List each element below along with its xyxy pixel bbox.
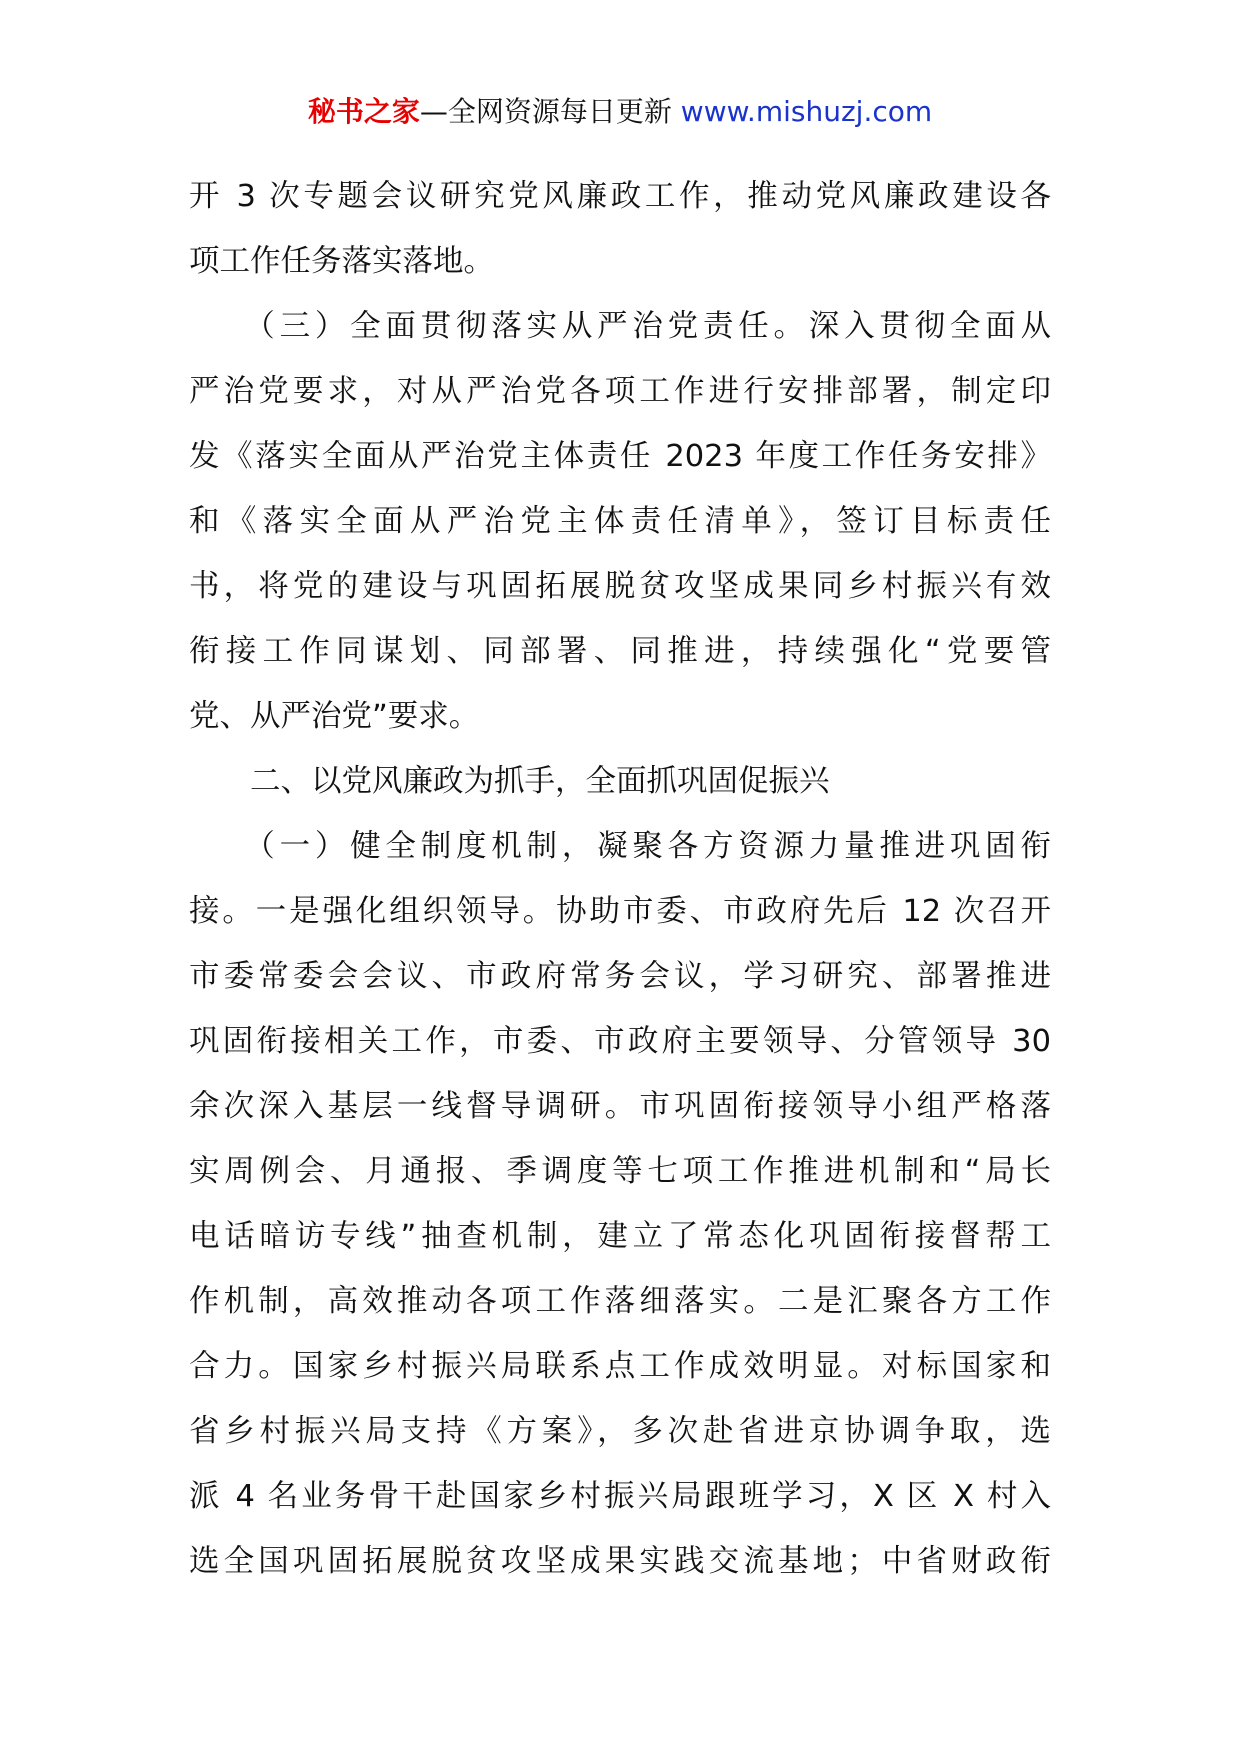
text-line: 电话暗访专线”抽查机制，建立了常态化巩固衔接督帮工 [189, 1219, 1051, 1254]
text-line: 省乡村振兴局支持《方案》，多次赴省进京协调争取，选 [189, 1414, 1051, 1449]
text-line: 项工作任务落实落地。 [189, 244, 494, 279]
text-line: 接。一是强化组织领导。协助市委、市政府先后 12 次召开 [189, 894, 1051, 929]
text-line: 市委常委会会议、市政府常务会议，学习研究、部署推进 [189, 959, 1051, 994]
text-line: 巩固衔接相关工作，市委、市政府主要领导、分管领导 30 [189, 1024, 1051, 1059]
section-heading: 二、以党风廉政为抓手，全面抓巩固促振兴 [189, 764, 830, 799]
text-line: 余次深入基层一线督导调研。市巩固衔接领导小组严格落 [189, 1089, 1051, 1124]
text-line: 和《落实全面从严治党主体责任清单》，签订目标责任 [189, 504, 1051, 539]
text-line: 选全国巩固拓展脱贫攻坚成果实践交流基地；中省财政衔 [189, 1544, 1051, 1579]
page-header [0, 92, 1240, 132]
text-line: 书，将党的建设与巩固拓展脱贫攻坚成果同乡村振兴有效 [189, 569, 1051, 604]
text-line: 党、从严治党”要求。 [189, 699, 480, 734]
text-line: 实周例会、月通报、季调度等七项工作推进机制和“局长 [189, 1154, 1051, 1189]
text-line: 合力。国家乡村振兴局联系点工作成效明显。对标国家和 [189, 1349, 1051, 1384]
site-url[interactable]: www.mishuzj.com [680, 95, 933, 128]
text-line: 开 3 次专题会议研究党风廉政工作，推动党风廉政建设各 [189, 179, 1051, 214]
text-line: （三）全面贯彻落实从严治党责任。深入贯彻全面从 [189, 309, 1051, 344]
text-line: 发《落实全面从严治党主体责任 2023 年度工作任务安排》 [189, 439, 1051, 474]
text-line: （一）健全制度机制，凝聚各方资源力量推进巩固衔 [189, 829, 1051, 864]
site-slogan: —全网资源每日更新 [419, 95, 672, 128]
text-line: 严治党要求，对从严治党各项工作进行安排部署，制定印 [189, 374, 1051, 409]
text-line: 衔接工作同谋划、同部署、同推进，持续强化“党要管 [189, 634, 1051, 669]
text-line: 作机制，高效推动各项工作落细落实。二是汇聚各方工作 [189, 1284, 1051, 1319]
text-line: 派 4 名业务骨干赴国家乡村振兴局跟班学习，X 区 X 村入 [189, 1479, 1051, 1514]
site-brand: 秘书之家 [307, 95, 420, 128]
document-body [189, 164, 1051, 1594]
